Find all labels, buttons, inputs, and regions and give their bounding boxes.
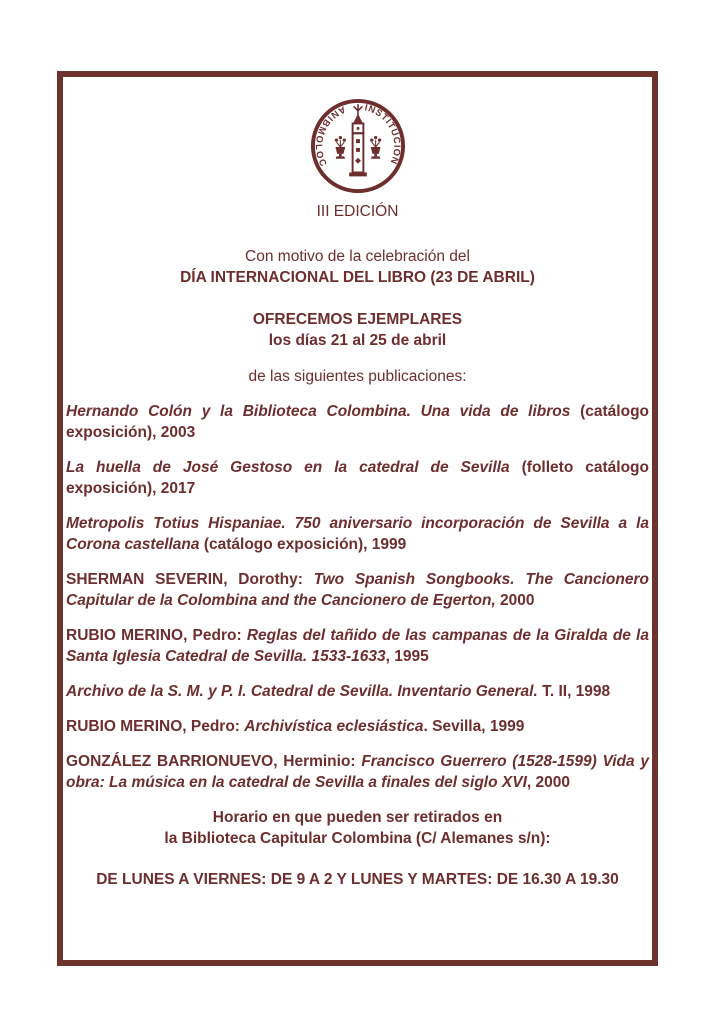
intro-block [66, 246, 649, 288]
publications-intro: de las siguientes publicaciones: [248, 368, 467, 385]
publication-segment: (catálogo exposición), 1999 [199, 536, 407, 553]
publication-segment: GONZÁLEZ BARRIONUEVO, Herminio: [66, 753, 362, 770]
border-frame [57, 71, 658, 966]
event-title: DÍA INTERNACIONAL DEL LIBRO (23 DE ABRIL) [180, 269, 535, 286]
svg-text:INSTITUCION [363, 102, 402, 166]
edition-title: III EDICIÓN [316, 203, 399, 220]
publication-item [66, 569, 649, 611]
publication-segment: Archivo de la S. M. y P. I. Catedral de Sevilla. Inventario General. [66, 683, 538, 700]
publication-segment: T. II, 1998 [537, 683, 611, 700]
publication-item [66, 401, 649, 443]
publication-segment: Francisco Guerrero (1528-1599) Vida y obra: La música en la catedral de Sevilla a finales del siglo XVI [66, 753, 649, 791]
publication-segment: Reglas del tañido de las campanas de la Giralda de la Santa Iglesia Catedral de Sevilla. 1533-1633 [66, 627, 649, 665]
publication-segment: . Sevilla, 1999 [423, 718, 525, 735]
pickup-line-2: la Biblioteca Capitular Colombina (C/ Alemanes s/n): [164, 830, 551, 847]
publication-item [66, 681, 649, 702]
opening-hours: DE LUNES A VIERNES: DE 9 A 2 Y LUNES Y MARTES: DE 16.30 A 19.30 [96, 871, 619, 888]
giralda-tower-icon [349, 105, 367, 177]
publication-segment: , 1995 [385, 648, 429, 665]
publication-item [66, 457, 649, 499]
institucion-colombina-seal [309, 97, 407, 195]
seal-text-institucion: INSTITUCION [363, 102, 402, 167]
offer-block [66, 309, 649, 351]
publication-segment: (folleto catálogo exposición), 2017 [66, 459, 649, 497]
publication-item [66, 513, 649, 555]
publication-segment: Two Spanish Songbooks. The Cancionero Capitular de la Colombina and the Cancionero de Egerton, [66, 571, 649, 609]
seal-text-colombina: ANIBMOLOC [313, 104, 347, 170]
publication-segment: , 2000 [526, 774, 570, 791]
pickup-line-1: Horario en que pueden ser retirados en [212, 809, 503, 826]
publication-item [66, 625, 649, 667]
offer-line-1: OFRECEMOS EJEMPLARES [252, 311, 463, 328]
lily-vase-icon-right [370, 136, 381, 159]
publication-segment: SHERMAN SEVERIN, Dorothy: [66, 571, 314, 588]
publication-segment: RUBIO MERINO, Pedro: [66, 627, 247, 644]
occasion-line: Con motivo de la celebración del [245, 248, 470, 265]
publications-list [66, 401, 649, 793]
publication-segment: La huella de José Gestoso en la catedral de Sevilla [66, 459, 510, 476]
publication-segment: Metropolis Totius Hispaniae. 750 aniversario incorporación de Sevilla a la Corona castellana [66, 515, 649, 553]
publication-segment: RUBIO MERINO, Pedro: [66, 718, 245, 735]
publication-item [66, 716, 649, 737]
publication-segment: Archivística eclesiástica [244, 718, 424, 735]
publication-item [66, 751, 649, 793]
offer-line-2: los días 21 al 25 de abril [268, 332, 447, 349]
lily-vase-icon-left [334, 136, 345, 159]
pickup-info [66, 807, 649, 849]
svg-text:ANIBMOLOC [313, 104, 346, 169]
publication-segment: 2000 [495, 592, 535, 609]
publication-segment: Hernando Colón y la Biblioteca Colombina. Una vida de libros [66, 403, 571, 420]
publication-segment: (catálogo exposición), 2003 [66, 403, 650, 441]
